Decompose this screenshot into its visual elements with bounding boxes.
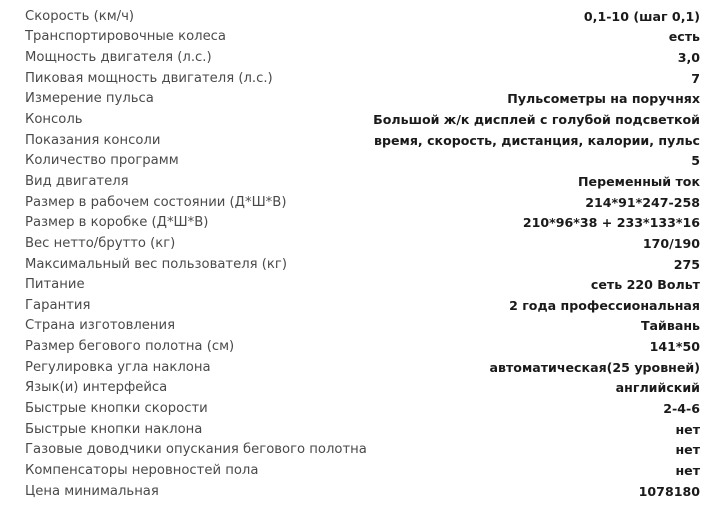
spec-row-power-supply: [25, 274, 700, 295]
spec-value: 2 года профессиональная: [509, 297, 700, 313]
spec-value: 3,0: [677, 50, 700, 66]
spec-row-working-size: [25, 192, 700, 213]
spec-value: нет: [675, 462, 700, 478]
spec-row-programs: [25, 150, 700, 171]
spec-row-language: [25, 378, 700, 399]
spec-value: 5: [691, 153, 700, 169]
spec-label: Транспортировочные колеса: [25, 29, 227, 45]
spec-value: 170/190: [642, 235, 700, 251]
spec-label: Размер в рабочем состоянии (Д*Ш*В): [25, 194, 287, 210]
spec-value: автоматическая(25 уровней): [489, 359, 700, 375]
spec-value: Большой ж/к дисплей с голубой подсветкой: [373, 112, 700, 128]
spec-row-box-size: [25, 212, 700, 233]
spec-row-country: [25, 316, 700, 337]
spec-value: 275: [673, 256, 700, 272]
spec-row-speed: [25, 6, 700, 27]
spec-label: Компенсаторы неровностей пола: [25, 462, 259, 478]
spec-label: Показания консоли: [25, 132, 161, 148]
spec-value: время, скорость, дистанция, калории, пульс: [374, 132, 700, 148]
spec-label: Быстрые кнопки скорости: [25, 400, 208, 416]
spec-row-pulse: [25, 89, 700, 110]
spec-row-motor-power: [25, 47, 700, 68]
spec-value: 7: [691, 70, 700, 86]
spec-value: сеть 220 Вольт: [590, 277, 700, 293]
spec-value: нет: [675, 442, 700, 458]
spec-row-console: [25, 109, 700, 130]
spec-row-warranty: [25, 295, 700, 316]
spec-row-peak-power: [25, 68, 700, 89]
spec-value: Переменный ток: [578, 173, 700, 189]
spec-label: Цена минимальная: [25, 483, 159, 499]
spec-label: Максимальный вес пользователя (кг): [25, 256, 287, 272]
spec-value: Пульсометры на поручнях: [507, 91, 700, 107]
spec-value: 141*50: [649, 339, 700, 355]
spec-label: Скорость (км/ч): [25, 8, 135, 24]
spec-row-min-price: [25, 481, 700, 502]
spec-value: 2-4-6: [663, 400, 700, 416]
spec-label: Размер в коробке (Д*Ш*В): [25, 215, 209, 231]
spec-label: Питание: [25, 277, 85, 293]
spec-row-weight: [25, 233, 700, 254]
spec-value: английский: [615, 380, 700, 396]
spec-label: Размер бегового полотна (см): [25, 339, 235, 355]
spec-value: 0,1-10 (шаг 0,1): [583, 8, 700, 24]
spec-label: Быстрые кнопки наклона: [25, 421, 203, 437]
spec-row-max-user-weight: [25, 254, 700, 275]
spec-row-floor-levelers: [25, 460, 700, 481]
spec-value: 1078180: [638, 483, 700, 499]
spec-value: 210*96*38 + 233*133*16: [522, 215, 700, 231]
spec-label: Регулировка угла наклона: [25, 359, 211, 375]
spec-label: Язык(и) интерфейса: [25, 380, 168, 396]
spec-label: Гарантия: [25, 297, 91, 313]
spec-row-motor-type: [25, 171, 700, 192]
spec-row-incline: [25, 357, 700, 378]
spec-value: нет: [675, 421, 700, 437]
spec-label: Страна изготовления: [25, 318, 176, 334]
spec-row-belt-size: [25, 336, 700, 357]
spec-row-transport-wheels: [25, 27, 700, 48]
spec-table: [25, 6, 700, 501]
spec-label: Мощность двигателя (л.с.): [25, 50, 212, 66]
spec-value: Тайвань: [640, 318, 700, 334]
spec-label: Консоль: [25, 112, 83, 128]
spec-row-incline-buttons: [25, 419, 700, 440]
spec-label: Газовые доводчики опускания бегового полотна: [25, 442, 367, 458]
spec-label: Измерение пульса: [25, 91, 154, 107]
spec-label: Количество программ: [25, 153, 179, 169]
spec-value: 214*91*247-258: [585, 194, 700, 210]
spec-label: Вес нетто/брутто (кг): [25, 235, 176, 251]
spec-label: Вид двигателя: [25, 173, 129, 189]
spec-label: Пиковая мощность двигателя (л.с.): [25, 70, 273, 86]
spec-row-speed-buttons: [25, 398, 700, 419]
spec-row-gas-closers: [25, 439, 700, 460]
spec-value: есть: [668, 29, 700, 45]
spec-row-console-readings: [25, 130, 700, 151]
